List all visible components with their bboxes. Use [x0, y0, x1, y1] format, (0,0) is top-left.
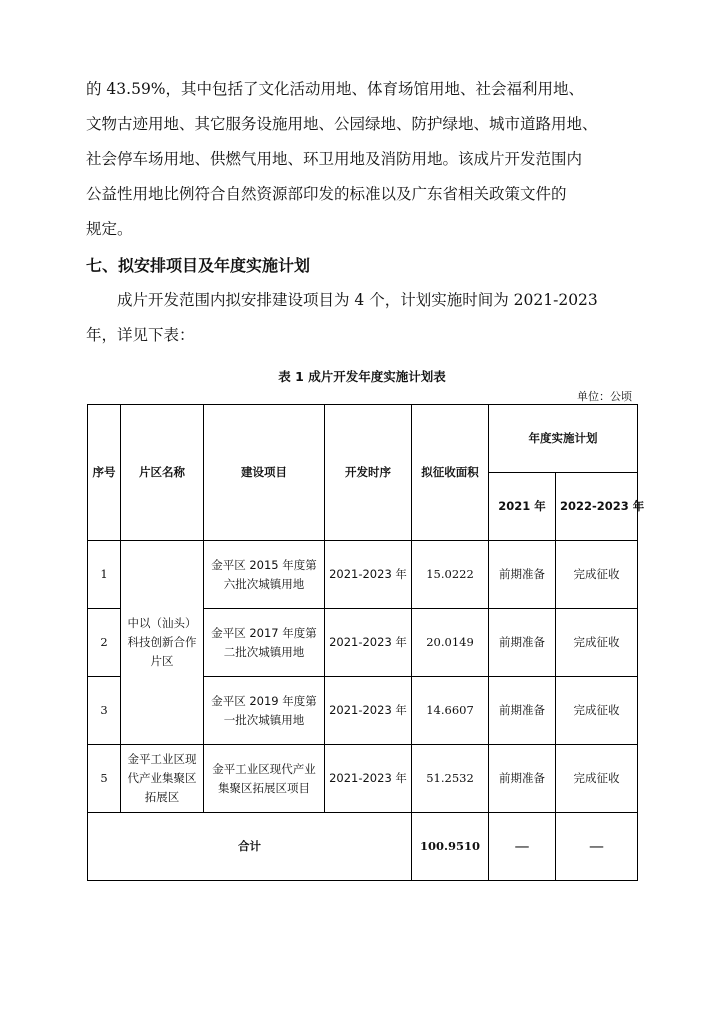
total-label: 合计: [88, 813, 412, 881]
header-project: 建设项目: [204, 405, 325, 541]
cell-area: 14.6607: [412, 677, 489, 745]
header-area: 拟征收面积: [412, 405, 489, 541]
cell-seq: 1: [88, 541, 121, 609]
text-line: 成片开发范围内拟安排建设项目为 4 个，计划实施时间为 2021-2023: [117, 291, 598, 309]
implementation-plan-table: [87, 404, 645, 881]
cell-2021: 前期准备: [489, 745, 556, 813]
header-seq: 序号: [88, 405, 121, 541]
cell-area: 51.2532: [412, 745, 489, 813]
total-2022-2023: —: [556, 813, 638, 881]
cell-area: 15.0222: [412, 541, 489, 609]
cell-period: 2021-2023 年: [325, 541, 412, 609]
cell-project: 金平区 2017 年度第二批次城镇用地: [204, 609, 325, 677]
table-unit: 单位：公顷: [577, 390, 632, 403]
cell-zone: 中以（汕头）科技创新合作片区: [121, 541, 204, 745]
intro-paragraph: [86, 72, 646, 247]
header-2022-2023: 2022-2023 年: [556, 473, 638, 541]
cell-project: 金平区 2019 年度第一批次城镇用地: [204, 677, 325, 745]
total-2021: —: [489, 813, 556, 881]
header-period: 开发时序: [325, 405, 412, 541]
cell-seq: 5: [88, 745, 121, 813]
cell-project: 金平区 2015 年度第六批次城镇用地: [204, 541, 325, 609]
table-row: [88, 745, 638, 813]
total-area: 100.9510: [412, 813, 489, 881]
header-plan: 年度实施计划: [489, 405, 638, 473]
body-paragraph: [86, 283, 646, 353]
cell-2022-2023: 完成征收: [556, 541, 638, 609]
cell-2022-2023: 完成征收: [556, 677, 638, 745]
cell-seq: 3: [88, 677, 121, 745]
cell-2022-2023: 完成征收: [556, 609, 638, 677]
table-header-row: [88, 405, 638, 473]
table-caption: 表 1 成片开发年度实施计划表: [278, 369, 446, 384]
cell-seq: 2: [88, 609, 121, 677]
header-zone: 片区名称: [121, 405, 204, 541]
cell-2021: 前期准备: [489, 609, 556, 677]
cell-zone: 金平工业区现代产业集聚区拓展区: [121, 745, 204, 813]
table-total-row: [88, 813, 638, 881]
text-line: 年，详见下表：: [86, 326, 195, 344]
text-line: 公益性用地比例符合自然资源部印发的标准以及广东省相关政策文件的: [86, 185, 567, 203]
text-line: 的 43.59%，其中包括了文化活动用地、体育场馆用地、社会福利用地、: [86, 80, 585, 98]
cell-area: 20.0149: [412, 609, 489, 677]
cell-2021: 前期准备: [489, 541, 556, 609]
cell-period: 2021-2023 年: [325, 745, 412, 813]
cell-period: 2021-2023 年: [325, 677, 412, 745]
header-2021: 2021 年: [489, 473, 556, 541]
text-line: 社会停车场用地、供燃气用地、环卫用地及消防用地。该成片开发范围内: [86, 150, 583, 168]
cell-period: 2021-2023 年: [325, 609, 412, 677]
cell-2021: 前期准备: [489, 677, 556, 745]
section-heading: 七、拟安排项目及年度实施计划: [86, 256, 311, 275]
cell-2022-2023: 完成征收: [556, 745, 638, 813]
table-row: [88, 541, 638, 609]
text-line: 规定。: [86, 220, 133, 238]
text-line: 文物古迹用地、其它服务设施用地、公园绿地、防护绿地、城市道路用地、: [86, 115, 598, 133]
cell-project: 金平工业区现代产业集聚区拓展区项目: [204, 745, 325, 813]
